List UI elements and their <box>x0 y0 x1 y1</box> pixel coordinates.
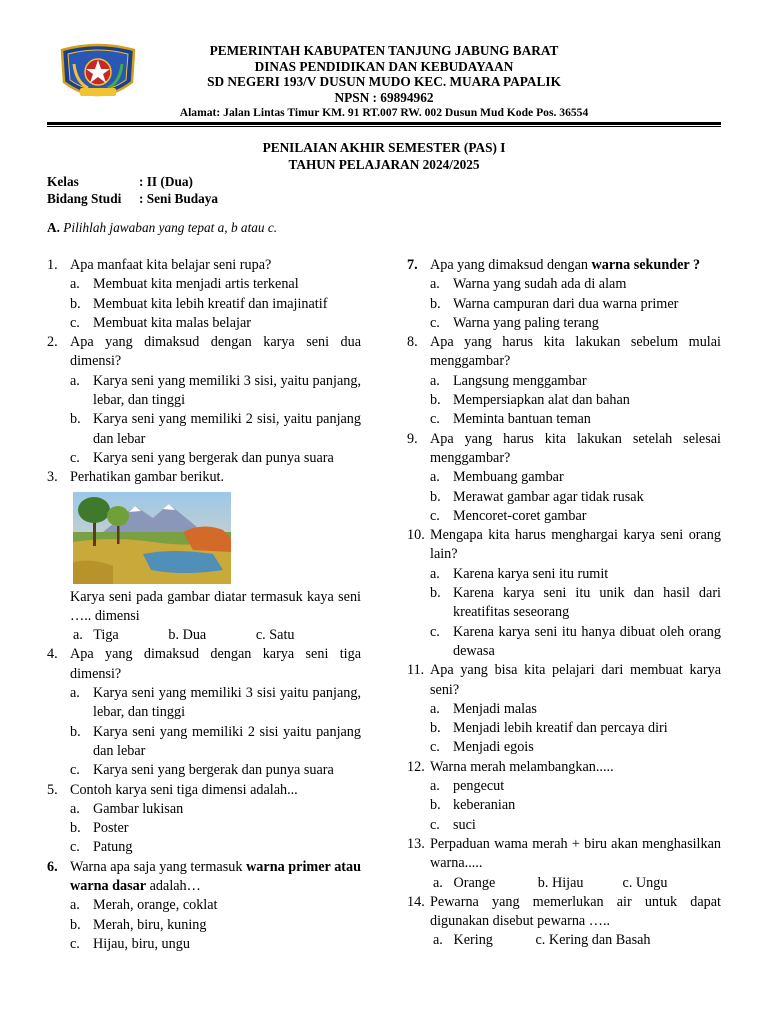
question-10-option-b[interactable]: b. Karena karya seni itu unik dan hasil dari kreatifitas seseorang <box>430 585 721 621</box>
question-5-option-c[interactable]: c. Patung <box>70 839 133 856</box>
questions-right-column <box>407 256 721 951</box>
question-7-option-c[interactable]: c. Warna yang paling terang <box>430 314 599 331</box>
question-1: 1. Apa manfaat kita belajar seni rupa? <box>47 257 272 273</box>
question-12-option-b[interactable]: b. keberanian <box>430 797 516 814</box>
header-divider-thick <box>47 122 721 125</box>
question-5: 5. Contoh karya seni tiga dimensi adalah... <box>47 781 298 798</box>
question-2: 2. Apa yang dimaksud dengan karya seni dua dimensi? <box>47 334 361 370</box>
question-9-option-b[interactable]: b. Merawat gambar agar tidak rusak <box>430 488 644 505</box>
question-12: 12. Warna merah melambangkan..... <box>407 758 614 775</box>
section-instruction <box>47 220 277 236</box>
question-9: 9. Apa yang harus kita lakukan setelah selesai menggambar? <box>407 430 721 466</box>
question-2-option-b[interactable]: b. Karya seni yang memiliki 2 sisi, yaitu panjang dan lebar <box>70 411 361 447</box>
question-6-option-b[interactable]: b. Merah, biru, kuning <box>70 916 207 933</box>
header-government: PEMERINTAH KABUPATEN TANJUNG JABUNG BARAT <box>209 43 559 58</box>
bidang-row <box>47 191 218 207</box>
question-6-option-c[interactable]: c. Hijau, biru, ungu <box>70 935 190 952</box>
header-school: SD NEGERI 193/V DUSUN MUDO KEC. MUARA PAPALIK <box>207 74 561 89</box>
question-3: 3. Perhatikan gambar berikut. <box>47 469 225 486</box>
question-1-option-c[interactable]: c. Membuat kita malas belajar <box>70 314 251 331</box>
section-letter: A. <box>47 220 60 235</box>
header-department: DINAS PENDIDIKAN DAN KEBUDAYAAN <box>254 59 514 74</box>
question-8-option-c[interactable]: c. Meminta bantuan teman <box>430 411 591 428</box>
question-9-option-c[interactable]: c. Mencoret-coret gambar <box>430 507 587 524</box>
question-3-statement: Karya seni pada gambar diatar termasuk kaya seni ….. dimensi <box>70 588 361 624</box>
question-4-option-c[interactable]: c. Karya seni yang bergerak dan punya suara <box>70 762 334 779</box>
question-1-option-b[interactable]: b. Membuat kita lebih kreatif dan imajinatif <box>70 295 328 312</box>
question-8-option-a[interactable]: a. Langsung menggambar <box>430 372 587 389</box>
question-4-option-a[interactable]: a. Karya seni yang memiliki 3 sisi yaitu panjang, lebar, dan tinggi <box>70 685 361 721</box>
question-11-option-a[interactable]: a. Menjadi malas <box>430 700 537 717</box>
question-1-option-a[interactable]: a. Membuat kita menjadi artis terkenal <box>70 276 299 293</box>
question-10-option-c[interactable]: c. Karena karya seni itu hanya dibuat oleh orang dewasa <box>430 623 721 659</box>
question-3-options[interactable]: a. Tiga b. Dua c. Satu <box>73 627 295 644</box>
question-11-option-c[interactable]: c. Menjadi egois <box>430 739 534 756</box>
question-7-option-a[interactable]: a. Warna yang sudah ada di alam <box>430 276 627 293</box>
bidang-value: : Seni Budaya <box>139 191 219 206</box>
landscape-painting-icon <box>73 492 231 584</box>
question-6-option-a[interactable]: a. Merah, orange, coklat <box>70 897 218 914</box>
question-12-option-c[interactable]: c. suci <box>430 816 476 833</box>
question-2-option-a[interactable]: a. Karya seni yang memiliki 3 sisi, yaitu panjang, lebar, dan tinggi <box>70 372 361 409</box>
instruction-text: Pilihlah jawaban yang tepat a, b atau c. <box>63 220 278 235</box>
exam-title: PENILAIAN AKHIR SEMESTER (PAS) I <box>262 140 506 155</box>
question-14-options[interactable]: a. Kering c. Kering dan Basah <box>433 932 651 949</box>
header-divider-thin <box>47 126 721 127</box>
question-11-option-b[interactable]: b. Menjadi lebih kreatif dan percaya diri <box>430 720 668 737</box>
question-8-option-b[interactable]: b. Mempersiapkan alat dan bahan <box>430 392 630 409</box>
question-8: 8. Apa yang harus kita lakukan sebelum mulai menggambar? <box>407 334 721 370</box>
question-6: 6. Warna apa saja yang termasuk warna primer atau warna dasar adalah… <box>47 858 361 895</box>
bidang-label: Bidang Studi <box>47 191 122 206</box>
question-5-option-a[interactable]: a. Gambar lukisan <box>70 800 184 817</box>
question-7: 7. Apa yang dimaksud dengan warna sekunder ? <box>407 257 701 273</box>
question-14: 14. Pewarna yang memerlukan air untuk dapat digunakan disebut pewarna ….. <box>407 893 721 930</box>
question-10-option-a[interactable]: a. Karena karya seni itu rumit <box>430 565 609 582</box>
question-10: 10. Mengapa kita harus menghargai karya seni orang lain? <box>407 527 721 563</box>
question-11: 11. Apa yang bisa kita pelajari dari membuat karya seni? <box>407 662 721 698</box>
kelas-row <box>47 174 193 190</box>
question-12-option-a[interactable]: a. pengecut <box>430 778 505 795</box>
header-npsn: NPSN : 69894962 <box>334 90 434 105</box>
question-13: 13. Perpaduan wama merah + biru akan menghasilkan warna..... <box>407 835 721 872</box>
question-5-option-b[interactable]: b. Poster <box>70 820 129 837</box>
question-4: 4. Apa yang dimaksud dengan karya seni tiga dimensi? <box>47 646 361 682</box>
question-9-option-a[interactable]: a. Membuang gambar <box>430 469 564 486</box>
question-4-option-b[interactable]: b. Karya seni yang memiliki 2 sisi yaitu panjang dan lebar <box>70 723 361 759</box>
question-2-option-c[interactable]: c. Karya seni yang bergerak dan punya suara <box>70 449 334 466</box>
kelas-label: Kelas <box>47 174 79 189</box>
kelas-value: : II (Dua) <box>139 174 193 189</box>
question-13-options[interactable]: a. Orange b. Hijau c. Ungu <box>433 874 668 891</box>
questions-left-column <box>47 256 361 954</box>
exam-year: TAHUN PELAJARAN 2024/2025 <box>288 157 480 172</box>
header-address: Alamat: Jalan Lintas Timur KM. 91 RT.007 RW. 002 Dusun Mud Kode Pos. 36554 <box>179 106 589 119</box>
question-7-option-b[interactable]: b. Warna campuran dari dua warna primer <box>430 295 679 312</box>
